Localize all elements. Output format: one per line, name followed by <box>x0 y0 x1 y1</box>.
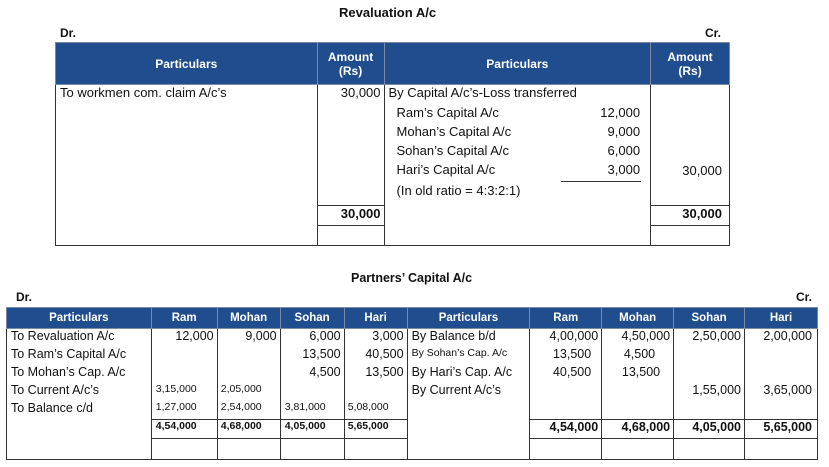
cap-total-left-mohan: 4,68,000 <box>217 420 280 439</box>
cap-right-mohan: 4,500 <box>602 347 674 365</box>
cap-header-hari-right: Hari <box>745 308 818 329</box>
cap-total-left-ram: 4,54,000 <box>151 420 217 439</box>
cap-right-ram: 4,00,000 <box>530 329 602 348</box>
reval-header-amount-right-unit: (Rs) <box>678 63 702 78</box>
cap-header-sohan-left: Sohan <box>280 308 344 329</box>
cap-right-label: By Sohan’s Cap. A/c <box>407 347 530 365</box>
revaluation-title: Revaluation A/c <box>339 5 437 20</box>
capital-cr-label: Cr. <box>796 290 813 304</box>
revaluation-body-row <box>56 85 730 206</box>
cap-left-label: To Mohan’s Cap. A/c <box>7 365 152 383</box>
reval-right-item-amount: 3,000 <box>607 162 641 177</box>
reval-ratio-note: (In old ratio = 4:3:2:1) <box>396 183 521 198</box>
reval-right-item-amount: 6,000 <box>607 143 641 158</box>
reval-right-heading: By Capital A/c’s-Loss transferred <box>388 85 577 100</box>
cap-right-label: By Hari’s Cap. A/c <box>407 365 530 383</box>
cap-left-hari: 5,08,000 <box>344 401 407 420</box>
cap-total-right-sohan: 4,05,000 <box>674 420 745 439</box>
cap-total-right-hari: 5,65,000 <box>745 420 818 439</box>
cap-left-label: To Revaluation A/c <box>7 329 152 348</box>
cap-left-ram: 1,27,000 <box>151 401 217 420</box>
reval-right-item-amount: 12,000 <box>600 105 641 120</box>
cap-header-mohan-right: Mohan <box>602 308 674 329</box>
cap-header-particulars-left: Particulars <box>7 308 152 329</box>
reval-total-right: 30,000 <box>651 205 730 225</box>
reval-header-amount-left-unit: (Rs) <box>338 63 363 78</box>
cap-left-hari: 3,000 <box>344 329 407 348</box>
cap-right-mohan: 4,50,000 <box>602 329 674 348</box>
capital-header-row <box>7 308 818 329</box>
cap-left-ram <box>151 365 217 383</box>
reval-left-amount: 30,000 <box>317 85 384 206</box>
cap-right-ram: 40,500 <box>530 365 602 383</box>
cap-left-sohan <box>280 383 344 401</box>
capital-totals-row <box>7 420 818 439</box>
revaluation-header-row <box>56 43 730 85</box>
reval-header-amount-left <box>317 43 384 85</box>
table-row <box>7 347 818 365</box>
capital-title: Partners’ Capital A/c <box>351 271 473 285</box>
table-row <box>7 383 818 401</box>
capital-dr-label: Dr. <box>16 290 33 304</box>
cap-header-sohan-right: Sohan <box>674 308 745 329</box>
reval-header-particulars-left: Particulars <box>56 43 318 85</box>
revaluation-footer-row <box>56 225 730 246</box>
cap-right-ram: 13,500 <box>530 347 602 365</box>
reval-right-amount: 30,000 <box>651 85 730 206</box>
cap-left-ram: 3,15,000 <box>151 383 217 401</box>
revaluation-dr-label: Dr. <box>60 26 77 40</box>
cap-left-ram: 12,000 <box>151 329 217 348</box>
reval-right-item-label: Hari’s Capital A/c <box>396 162 496 177</box>
cap-header-ram-right: Ram <box>530 308 602 329</box>
reval-subtotal-line <box>561 181 641 182</box>
reval-header-amount-right <box>651 43 730 85</box>
reval-left-item: To workmen com. claim A/c’s <box>56 85 318 206</box>
cap-header-particulars-right: Particulars <box>407 308 530 329</box>
cap-left-label: To Balance c/d <box>7 401 152 420</box>
table-row <box>7 401 818 420</box>
cap-left-sohan: 6,000 <box>280 329 344 348</box>
cap-left-hari: 40,500 <box>344 347 407 365</box>
reval-right-item-label: Mohan’s Capital A/c <box>396 124 512 139</box>
reval-total-left: 30,000 <box>317 205 384 225</box>
cap-left-sohan: 4,500 <box>280 365 344 383</box>
cap-header-hari-left: Hari <box>344 308 407 329</box>
cap-right-ram <box>530 383 602 401</box>
revaluation-table <box>55 42 730 246</box>
reval-right-particulars <box>384 85 651 206</box>
cap-total-right-ram: 4,54,000 <box>530 420 602 439</box>
reval-right-item-label: Sohan’s Capital A/c <box>396 143 510 158</box>
cap-right-sohan: 1,55,000 <box>674 383 745 401</box>
cap-left-label: To Ram’s Capital A/c <box>7 347 152 365</box>
capital-table <box>6 307 818 460</box>
revaluation-total-row <box>56 205 730 225</box>
cap-right-hari <box>745 347 818 365</box>
cap-total-right-mohan: 4,68,000 <box>602 420 674 439</box>
reval-header-amount-right-label: Amount <box>667 49 713 64</box>
cap-right-label: By Current A/c’s <box>407 383 530 401</box>
cap-right-sohan: 2,50,000 <box>674 329 745 348</box>
cap-header-ram-left: Ram <box>151 308 217 329</box>
cap-right-hari: 2,00,000 <box>745 329 818 348</box>
cap-total-left-sohan: 4,05,000 <box>280 420 344 439</box>
cap-header-mohan-left: Mohan <box>217 308 280 329</box>
cap-left-hari: 13,500 <box>344 365 407 383</box>
reval-right-item-label: Ram’s Capital A/c <box>396 105 499 120</box>
reval-right-item-amount: 9,000 <box>607 124 641 139</box>
cap-right-mohan <box>602 383 674 401</box>
cap-left-sohan: 3,81,000 <box>280 401 344 420</box>
cap-left-sohan: 13,500 <box>280 347 344 365</box>
revaluation-cr-label: Cr. <box>705 26 722 40</box>
cap-left-label: To Current A/c’s <box>7 383 152 401</box>
cap-right-sohan <box>674 365 745 383</box>
cap-right-label: By Balance b/d <box>407 329 530 348</box>
cap-left-hari <box>344 383 407 401</box>
cap-left-ram <box>151 347 217 365</box>
cap-left-mohan <box>217 365 280 383</box>
cap-left-mohan: 2,54,000 <box>217 401 280 420</box>
reval-header-particulars-right: Particulars <box>384 43 651 85</box>
cap-right-sohan <box>674 347 745 365</box>
table-row <box>7 365 818 383</box>
table-row <box>7 329 818 348</box>
cap-right-mohan: 13,500 <box>602 365 674 383</box>
cap-right-hari: 3,65,000 <box>745 383 818 401</box>
cap-total-left-hari: 5,65,000 <box>344 420 407 439</box>
cap-left-mohan <box>217 347 280 365</box>
reval-header-amount-left-label: Amount <box>327 49 374 64</box>
cap-left-mohan: 2,05,000 <box>217 383 280 401</box>
cap-left-mohan: 9,000 <box>217 329 280 348</box>
capital-footer-row <box>7 439 818 460</box>
cap-right-hari <box>745 365 818 383</box>
